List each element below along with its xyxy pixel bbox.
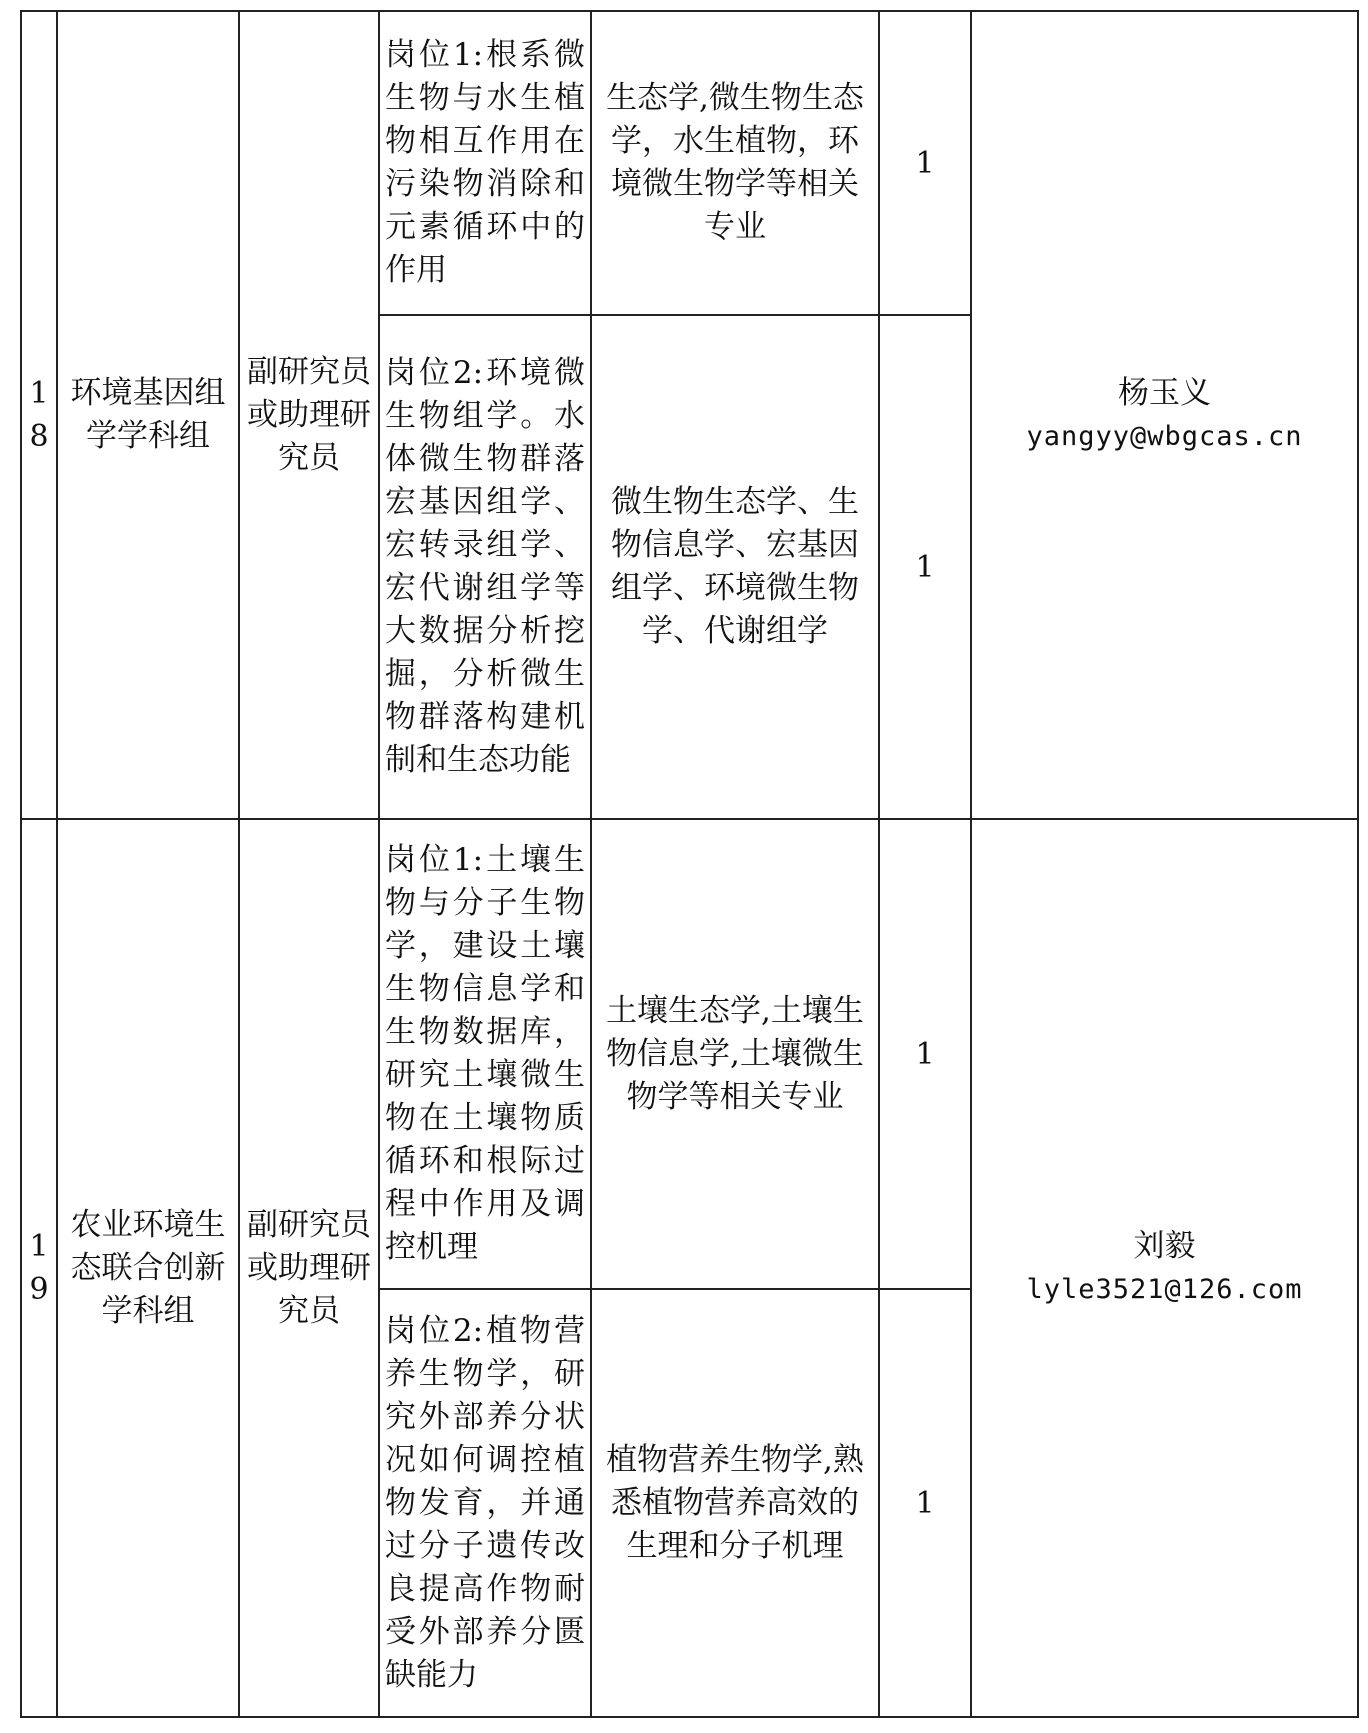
headcount: 1 bbox=[879, 11, 971, 315]
discipline-group: 农业环境生态联合创新学科组 bbox=[57, 819, 239, 1717]
table-row bbox=[21, 819, 1358, 1289]
required-major: 生态学,微生物生态学，水生植物，环境微生物学等相关专业 bbox=[591, 11, 879, 315]
headcount: 1 bbox=[879, 1289, 971, 1717]
position-description: 岗位1:根系微生物与水生植物相互作用在污染物消除和元素循环中的作用 bbox=[379, 11, 591, 315]
contact-name: 刘毅 bbox=[1133, 1228, 1196, 1264]
position-description: 岗位2:植物营养生物学，研究外部养分状况如何调控植物发育，并通过分子遗传改良提高作物耐受外部养分匮缺能力 bbox=[379, 1289, 591, 1717]
contact-name: 杨玉义 bbox=[1118, 375, 1211, 411]
discipline-group: 环境基因组学学科组 bbox=[57, 11, 239, 819]
headcount: 1 bbox=[879, 819, 971, 1289]
position-title: 副研究员或助理研究员 bbox=[239, 819, 379, 1717]
required-major: 微生物生态学、生物信息学、宏基因组学、环境微生物学、代谢组学 bbox=[591, 315, 879, 819]
headcount: 1 bbox=[879, 315, 971, 819]
required-major: 植物营养生物学,熟悉植物营养高效的生理和分子机理 bbox=[591, 1289, 879, 1717]
contact-email[interactable]: lyle3521@126.com bbox=[1026, 1274, 1303, 1305]
contact-cell bbox=[971, 819, 1358, 1717]
contact-email[interactable]: yangyy@wbgcas.cn bbox=[1026, 421, 1303, 452]
row-number: 19 bbox=[21, 819, 57, 1717]
position-title: 副研究员或助理研究员 bbox=[239, 11, 379, 819]
required-major: 土壤生态学,土壤生物信息学,土壤微生物学等相关专业 bbox=[591, 819, 879, 1289]
contact-cell bbox=[971, 11, 1358, 819]
position-description: 岗位1:土壤生物与分子生物学，建设土壤生物信息学和生物数据库，研究土壤微生物在土壤物质循环和根际过程中作用及调控机理 bbox=[379, 819, 591, 1289]
table-row bbox=[21, 11, 1358, 315]
recruitment-table bbox=[20, 10, 1359, 1718]
row-number: 18 bbox=[21, 11, 57, 819]
position-description: 岗位2:环境微生物组学。水体微生物群落宏基因组学、宏转录组学、宏代谢组学等大数据分析挖掘，分析微生物群落构建机制和生态功能 bbox=[379, 315, 591, 819]
